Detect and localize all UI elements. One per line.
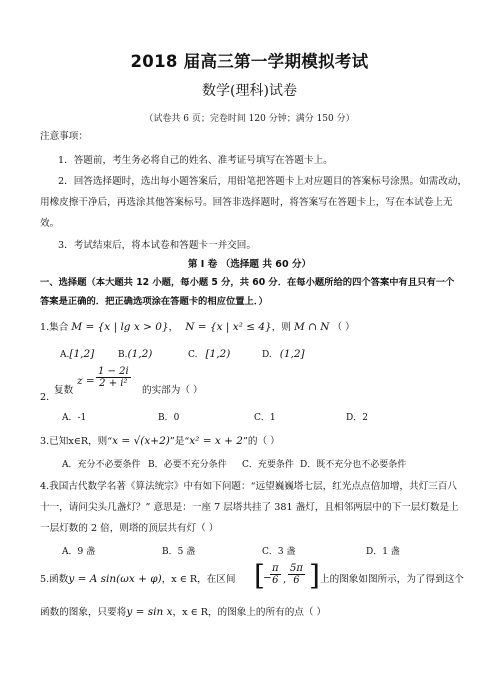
notice-item-1: 1．答题前，考生务必将自己的姓名、准考证号填写在答题卡上。 [58,155,333,166]
q1-tail: ，则 [271,322,291,333]
exam-title: 2018 届高三第一学期模拟考试 [130,52,369,71]
notice-item-2-line-3: 效。 [40,218,60,229]
exam-meta: （试卷共 6 页；完卷时间 120 分钟；满分 150 分） [144,114,355,124]
q4-option-c: C．3 盏 [262,547,296,557]
q5-base-func: y = sin x [126,606,173,618]
q1-option-b: B.(1,2) [118,348,153,360]
q2-option-b: B．0 [158,413,180,423]
q1-set-n: N = {x | x² ≤ 4} [185,321,272,333]
q4-line-2: 十一，请问尖头几盏灯？” 意思是：一座 7 层塔共挂了 381 盏灯，且相邻两层中的下一层灯数是上 [40,502,459,513]
q5-right-bracket: ] [309,559,320,592]
question-1: 1.集合 M = {x | lg x > 0}， N = {x | x² ≤ 4}，则 M ∩ N （ ） [40,321,355,333]
q4-option-d: D．1 盏 [366,547,400,557]
q1-option-d: D. (1,2] [262,348,305,360]
q5-comma: , [283,574,287,585]
q5-tail: 上的图象如图所示，为了得到这个 [320,574,464,585]
exam-subtitle: 数学(理科)试卷 [202,83,297,99]
q1-option-a: A.[1,2] [60,348,95,360]
notice-item-2-line-2: 用橡皮擦干净后，再选涂其他答案标号。回答非选择题时，将答案写在答题卡上，写在本试卷上无 [40,197,453,208]
q4-option-a: A．9 盏 [62,547,96,557]
q1-expr: M ∩ N [293,321,330,333]
notice-item-2-line-1: 2．回答选择题时，选出每小题答案后，用铅笔把答题卡上对应题目的答案标号涂黑。如需改动， [58,176,468,187]
q1-prefix: 1.集合 [40,322,69,333]
notice-heading: 注意事项： [40,131,88,142]
q5-func: y = A sin(ωx + φ) [68,573,162,585]
section-instructions-line-1: 一、选择题（本大题共 12 小题，每小题 5 分，共 60 分．在每小题所给的四个答案中有且只有一个 [40,277,455,288]
q4-line-1: 4.我国古代数学名著《算法统宗》中有如下问题：“远望巍巍塔七层，红光点点倍加增，共灯三百八 [40,481,457,492]
q4-line-3: 一层灯数的 2 倍，则塔的顶层共有灯（ ） [40,523,219,534]
q5-minus: − [263,572,272,584]
q1-set-m: M = {x | lg x > 0} [71,321,169,333]
q2-numerator: 1 − 2i [98,366,129,377]
q2-text: 复数 [54,385,74,396]
q3-option-c: C．充要条件 [242,460,294,470]
q2-tail: 的实部为（ ） [142,385,203,396]
part1-heading: 第 I 卷 （选择题 共 60 分） [187,259,312,270]
q5-interval-a: $\frac{\pi}{6}$ [272,563,279,586]
q3-option-d: D．既不充分也不必要条件 [300,460,407,470]
q2-option-d: D．2 [346,413,368,423]
question-3: 3.已知x∈R，则“x = √(x+2)”是“x² = x + 2”的（ ） [40,435,280,447]
section-instructions-line-2: 答案是正确的．把正确选项涂在答题卡的相应位置上．） [40,296,268,307]
q3-option-a: A．充分不必要条件 [62,460,141,470]
q3-option-b: B．必要不充分条件 [148,460,227,470]
q2-z: z = [77,375,95,387]
q2-denominator: 2 + i² [99,378,128,389]
q3-p: x = √(x+2) [112,435,170,447]
q1-option-c: C. [1,2) [188,348,231,360]
q5-interval-b: $\frac{5\pi}{6}$ [290,563,303,586]
q5-left-bracket: [ [254,559,265,592]
q2-option-a: A．-1 [62,413,87,423]
notice-item-3: 3．考试结束后，将本试卷和答题卡一并交回。 [58,240,256,251]
question-5: 5.函数y = A sin(ωx + φ)，x ∈ R，在区间 [40,573,236,585]
q2-option-c: C．1 [254,413,276,423]
q2-fraction [96,366,131,389]
q3-q: x² = x + 2 [189,435,243,447]
q1-paren: （ ） [332,322,355,333]
q4-option-b: B．5 盏 [162,547,196,557]
q5-line-2: 函数的图象，只要将y = sin x，x ∈ R，的图象上的所有的点（ ） [40,606,327,618]
q2-prefix: 2. [40,392,50,403]
